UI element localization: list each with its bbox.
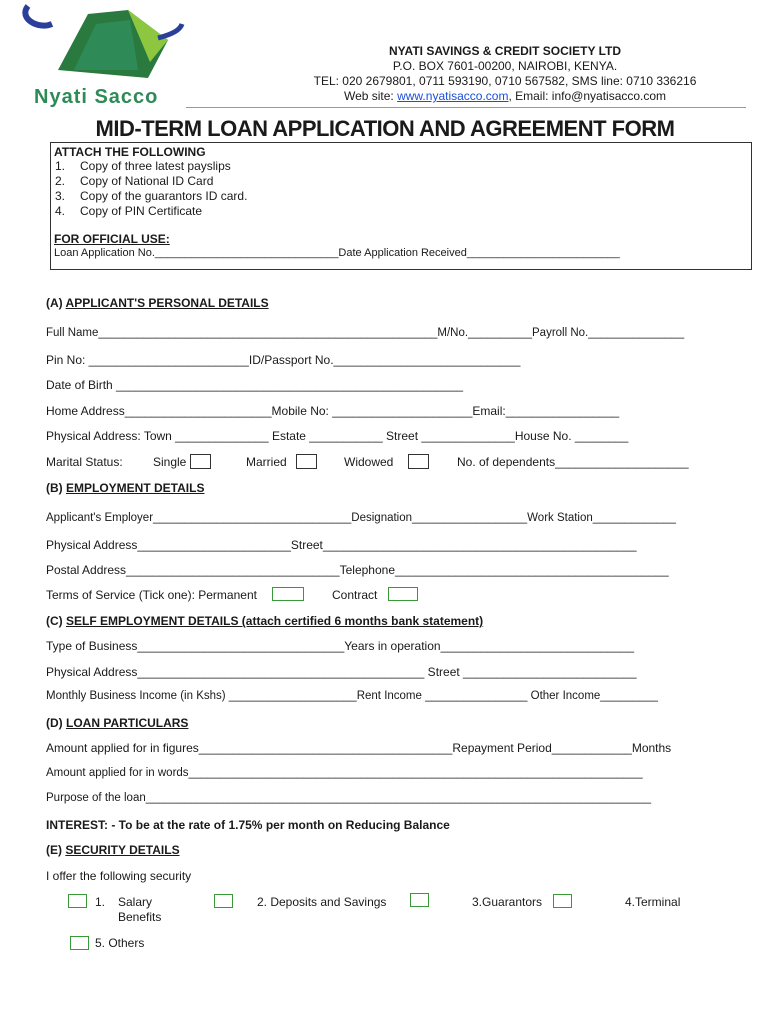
form-title: MID-TERM LOAN APPLICATION AND AGREEMENT FORM xyxy=(95,116,675,141)
attach-item: Copy of three latest payslips xyxy=(80,159,231,173)
attach-item-num: 3. xyxy=(55,189,66,203)
widowed-checkbox[interactable] xyxy=(408,454,429,469)
type-of-business-field[interactable]: Type of Business_______________________________Years in operation_____________________________ xyxy=(46,639,635,653)
guarantors-label: 3.Guarantors xyxy=(472,895,543,909)
deposits-savings-checkbox[interactable] xyxy=(214,894,233,908)
attach-item: Copy of National ID Card xyxy=(80,174,214,188)
business-address-field[interactable]: Physical Address___________________________________________ Street __________________________ xyxy=(46,665,637,679)
terminal-label: 4.Terminal xyxy=(625,895,681,909)
section-c-title: SELF EMPLOYMENT DETAILS (attach certified 6 months bank statement) xyxy=(66,614,484,628)
contract-checkbox[interactable] xyxy=(388,587,418,601)
home-address-field[interactable]: Home Address______________________Mobile No: _____________________Email:_________________ xyxy=(46,404,620,418)
amount-words-field[interactable]: Amount applied for in words_______________________________________________________________________ xyxy=(46,767,643,779)
married-label: Married xyxy=(246,455,287,469)
others-checkbox[interactable] xyxy=(70,936,89,950)
single-label: Single xyxy=(153,455,187,469)
org-name: NYATI SAVINGS & CREDIT SOCIETY LTD xyxy=(388,44,622,58)
attach-item-num: 4. xyxy=(55,204,66,218)
bull-logo-icon xyxy=(18,0,188,90)
loan-application-number-field[interactable]: Loan Application No.______________________________Date Application Received_________________________ xyxy=(54,247,620,259)
section-d-heading xyxy=(46,716,188,730)
security-offer-text: I offer the following security xyxy=(46,869,192,883)
official-use-heading: FOR OFFICIAL USE: xyxy=(54,232,170,246)
org-web-email xyxy=(250,89,760,103)
web-prefix: Web site: xyxy=(343,89,398,103)
section-c-prefix: (C) xyxy=(46,614,66,628)
section-b-title: EMPLOYMENT DETAILS xyxy=(66,481,205,495)
permanent-checkbox[interactable] xyxy=(272,587,304,601)
section-e-title: SECURITY DETAILS xyxy=(65,843,180,857)
attach-heading: ATTACH THE FOLLOWING xyxy=(54,145,206,159)
section-a-title: APPLICANT'S PERSONAL DETAILS xyxy=(65,296,269,310)
section-a-heading xyxy=(46,296,269,310)
amount-figures-field[interactable]: Amount applied for in figures______________________________________Repayment Period____________Months xyxy=(46,741,672,755)
section-e-prefix: (E) xyxy=(46,843,66,857)
dependents-field[interactable]: No. of dependents____________________ xyxy=(457,455,689,469)
guarantors-checkbox[interactable] xyxy=(410,893,429,907)
marital-status-label: Marital Status: xyxy=(46,455,123,469)
salary-label: Salary xyxy=(118,895,153,909)
section-b-prefix: (B) xyxy=(46,481,66,495)
widowed-label: Widowed xyxy=(344,455,394,469)
attach-item: Copy of PIN Certificate xyxy=(80,204,203,218)
header-divider xyxy=(186,107,746,108)
logo-text: Nyati Sacco xyxy=(34,86,159,108)
contract-label: Contract xyxy=(332,588,378,602)
org-address: P.O. BOX 7601-00200, NAIROBI, KENYA. xyxy=(392,59,618,73)
full-name-field[interactable]: Full Name_____________________________________________________M/No.__________Payroll No._______________ xyxy=(46,327,685,339)
employer-field[interactable]: Applicant's Employer_______________________________Designation__________________Work Station_____________ xyxy=(46,512,676,524)
email-text: , Email: info@nyatisacco.com xyxy=(508,89,667,103)
section-a-prefix: (A) xyxy=(46,296,66,310)
single-checkbox[interactable] xyxy=(190,454,211,469)
date-of-birth-field[interactable]: Date of Birth ____________________________________________________ xyxy=(46,378,464,392)
employment-address-field[interactable]: Physical Address_______________________Street_______________________________________________ xyxy=(46,538,637,552)
married-checkbox[interactable] xyxy=(296,454,317,469)
terminal-checkbox[interactable] xyxy=(553,894,572,908)
benefits-label: Benefits xyxy=(118,910,162,924)
physical-address-field[interactable]: Physical Address: Town ______________ Estate ___________ Street ______________House No. ________ xyxy=(46,429,629,443)
section-c-heading xyxy=(46,614,483,628)
attach-item-num: 2. xyxy=(55,174,66,188)
deposits-savings-label: 2. Deposits and Savings xyxy=(257,895,387,909)
salary-benefits-checkbox[interactable] xyxy=(68,894,87,908)
interest-note: INTEREST: - To be at the rate of 1.75% per month on Reducing Balance xyxy=(46,818,450,832)
loan-purpose-field[interactable]: Purpose of the loan_______________________________________________________________________________ xyxy=(46,792,652,804)
attach-item-num: 1. xyxy=(55,159,66,173)
terms-of-service-label: Terms of Service (Tick one): Permanent xyxy=(46,588,257,602)
postal-address-field[interactable]: Postal Address________________________________Telephone_________________________________________ xyxy=(46,563,669,577)
section-d-prefix: (D) xyxy=(46,716,66,730)
option-number: 1. xyxy=(95,895,106,909)
pin-id-field[interactable]: Pin No: ________________________ID/Passport No.____________________________ xyxy=(46,353,521,367)
section-b-heading xyxy=(46,481,204,495)
org-telephone: TEL: 020 2679801, 0711 593190, 0710 567582, SMS line: 0710 336216 xyxy=(313,74,697,88)
others-label: 5. Others xyxy=(95,936,145,950)
section-e-heading xyxy=(46,843,180,857)
website-link[interactable]: www.nyatisacco.com xyxy=(397,89,509,103)
attach-item: Copy of the guarantors ID card. xyxy=(80,189,248,203)
section-d-title: LOAN PARTICULARS xyxy=(66,716,189,730)
business-income-field[interactable]: Monthly Business Income (in Kshs) ____________________Rent Income ________________ Other Income_________ xyxy=(46,690,658,702)
